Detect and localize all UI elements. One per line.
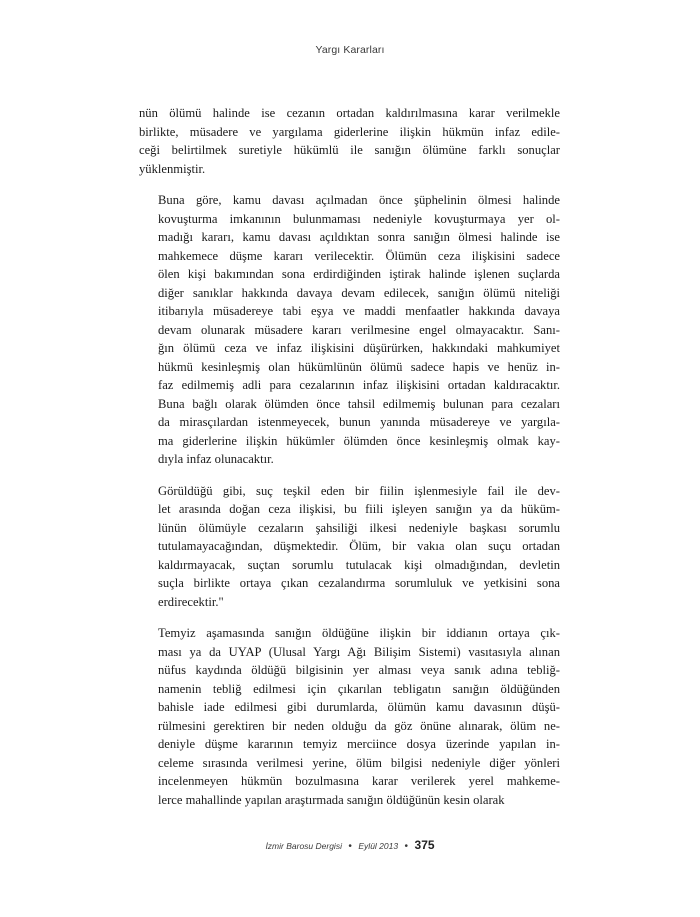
footer-separator: • bbox=[404, 841, 409, 852]
page-number: 375 bbox=[414, 838, 435, 852]
text-line: diğer sanıklar hakkında davaya devam edilecek, sanığın ölümü niteliği bbox=[158, 285, 560, 300]
journal-name: İzmir Barosu Dergisi bbox=[265, 841, 342, 851]
text-line: ceği belirtilmek suretiyle hükümlü ile sanığın ölümüne farklı sonuçlar bbox=[139, 143, 560, 157]
paragraph bbox=[139, 624, 560, 809]
text-line: celeme sırasında verilmesi yerine, ölüm bilgisi nedeniyle diğer yönleri bbox=[158, 755, 560, 770]
text-line: lünün ölümüyle cezaların şahsiliği ilkesi nedeniyle başkası sorumlu bbox=[158, 520, 560, 535]
text-line: erdirecektir." bbox=[158, 594, 224, 609]
text-line: ğın ölümü ceza ve infaz ilişkisini düşürürken, hakkındaki mahkumiyet bbox=[158, 341, 560, 355]
text-line: kovuşturma imkanının bulunmaması nedeniyle kovuşturmaya yer ol- bbox=[158, 211, 560, 226]
text-line: yüklenmiştir. bbox=[139, 161, 206, 176]
text-line: devam olunarak müsadere kararı verilmesine engel olmayacaktır. Sanı- bbox=[158, 322, 560, 337]
running-header: Yargı Kararları bbox=[315, 44, 385, 56]
issue-date: Eylül 2013 bbox=[358, 841, 399, 851]
text-line: faz edilmemiş adli para cezalarının infaz ilişkisini ortadan kaldıracaktır. bbox=[158, 378, 560, 392]
text-line: bahisle iade edilmesi gibi durumlarda, ölümün kamu davasının düşü- bbox=[158, 700, 560, 714]
text-line: Görüldüğü gibi, suç teşkil eden bir fiilin işlenmesiyle fail ile dev- bbox=[158, 483, 560, 498]
text-line: ölen kişi bakımından sona erdirdiğinden iştirak halinde işlenen suçlarda bbox=[158, 267, 560, 281]
text-line: hükmü kesinleşmiş olan hükümlünün ölümü sadece hapis ve henüz in- bbox=[158, 359, 560, 374]
text-line: incelenmeyen hükmün bozulmasına karar verilerek yerel mahkeme- bbox=[158, 774, 560, 788]
text-line: ması ya da UYAP (Ulusal Yargı Ağı Bilişim Sistemi) vasıtasıyla alınan bbox=[158, 644, 560, 659]
body-text bbox=[139, 104, 560, 822]
text-line: rülmesini gerektiren bir neden olduğu da göz önüne alınarak, ölüm ne- bbox=[158, 718, 560, 733]
text-line: Temyiz aşamasında sanığın öldüğüne ilişkin bir iddianın ortaya çık- bbox=[158, 626, 560, 640]
text-line: lerce mahallinde yapılan araştırmada sanığın öldüğünün kesin olarak bbox=[158, 792, 505, 807]
text-line: nün ölümü halinde ise cezanın ortadan kaldırılmasına karar verilmekle bbox=[139, 106, 560, 120]
text-line: nüfus kaydında öldüğü bilgisinin yer alması veya sanık adına tebliğ- bbox=[158, 663, 560, 677]
text-line: da mirasçılardan istenmeyecek, bunun yanında müsadereye ve yargıla- bbox=[158, 415, 560, 429]
text-line: dıyla infaz olunacaktır. bbox=[158, 452, 274, 466]
text-line: kaldırmayacak, suçtan sorumlu tutulacak kişi olmadığından, devletin bbox=[158, 557, 560, 572]
text-line: mahkemece düşme kararı verilecektir. Ölümün ceza ilişkisini sadece bbox=[158, 248, 560, 263]
page-footer bbox=[0, 836, 700, 854]
text-line: tutulamayacağından, düşmektedir. Ölüm, bir vakıa olan suçu ortadan bbox=[158, 539, 560, 553]
text-line: madığı kararı, kamu davası açıldıktan sonra sanığın ölmesi halinde ise bbox=[158, 230, 560, 244]
text-line: birlikte, müsadere ve yargılama giderlerine ilişkin hükmün infaz edile- bbox=[139, 124, 560, 139]
footer-separator: • bbox=[348, 841, 352, 852]
text-line: itibarıyla müsadereye tabi eşya ve maddi menfaatler hakkında davaya bbox=[158, 304, 560, 318]
text-line: namenin tebliğ edilmesi için çıkarılan tebligatın sanığın öldüğünden bbox=[158, 681, 560, 696]
text-line: deniyle düşme kararının temyiz merciince dosya üzerinde yapılan in- bbox=[158, 737, 560, 751]
paragraph bbox=[139, 482, 560, 612]
text-line: Buna bağlı olarak ölümden önce tahsil edilmemiş bulunan para cezaları bbox=[158, 396, 560, 411]
paragraph bbox=[139, 104, 560, 178]
text-line: ma giderlerine ilişkin hükümler ölümden önce kesinleşmiş olmak kay- bbox=[158, 433, 560, 448]
paragraph bbox=[139, 191, 560, 469]
text-line: suçla birlikte ortaya çıkan cezalandırma sorumluluk ve yetkisini sona bbox=[158, 576, 560, 590]
text-line: Buna göre, kamu davası açılmadan önce şüphelinin ölmesi halinde bbox=[158, 193, 560, 207]
text-line: let arasında doğan ceza ilişkisi, bu fiili işleyen sanığın ya da hüküm- bbox=[158, 502, 560, 516]
